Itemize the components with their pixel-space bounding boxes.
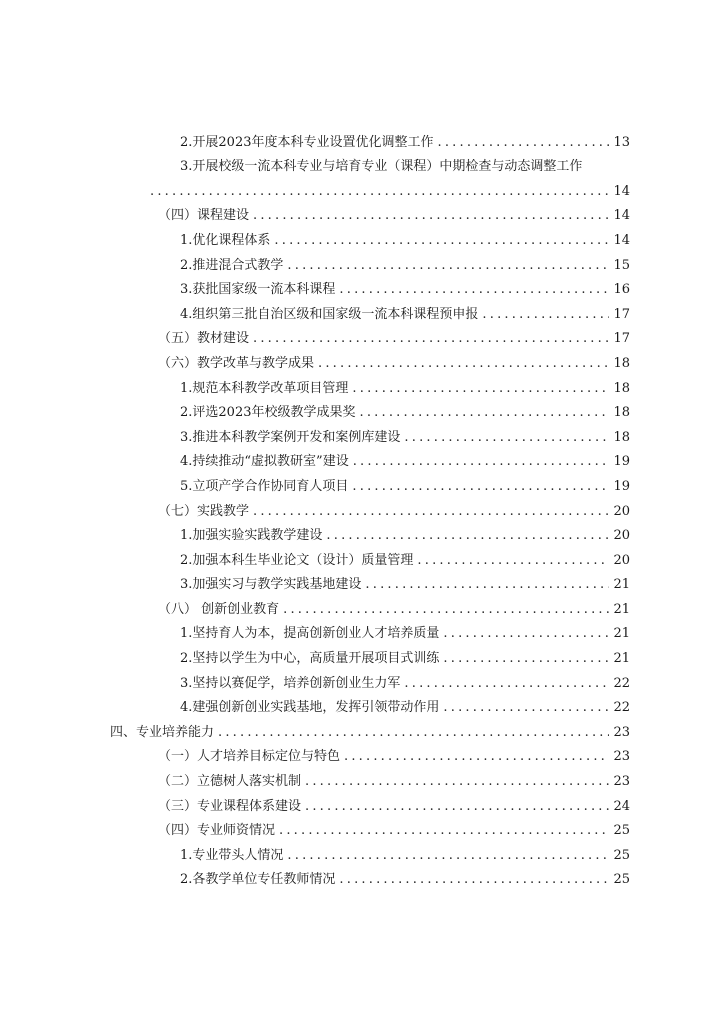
toc-entry-title: 4.建强创新创业实践基地，发挥引领带动作用 [180,700,440,716]
toc-entry-page-number: 16 [613,282,630,298]
toc-entry[interactable] [0,767,724,792]
toc-entry-page-number: 23 [613,774,630,790]
toc-entry[interactable] [0,226,724,251]
dot-leader [404,429,609,446]
dot-leader [253,207,609,224]
toc-entry-title: 5.立项产学合作协同育人项目 [180,478,349,494]
toc-entry[interactable] [0,325,724,350]
toc-entry-title: 2.推进混合式教学 [180,257,284,273]
toc-entry-title: 4.持续推动“虚拟教研室”建设 [180,454,349,470]
toc-entry-page-number: 13 [613,134,630,150]
toc-entry[interactable] [0,472,724,497]
toc-entry-page-number: 25 [613,872,630,888]
toc-entry[interactable] [0,571,724,596]
dot-leader [353,453,610,470]
toc-entry-title: （八） 创新创业教育 [158,601,280,617]
dot-leader [318,355,609,372]
toc-entry-title: （六）教学改革与教学成果 [158,355,315,371]
toc-entry-page-number: 14 [613,232,630,248]
toc-entry-page-number: 22 [613,675,630,691]
toc-entry[interactable] [0,128,724,153]
toc-entry[interactable] [0,644,724,669]
toc-entry-page-number: 14 [613,208,630,224]
toc-entry-page-number: 18 [613,405,630,421]
toc-entry-page-number: 21 [613,626,630,642]
toc-entry-title: 3.开展校级一流本科专业与培育专业（课程）中期检查与动态调整工作 [180,159,583,175]
toc-entry[interactable] [0,669,724,694]
toc-entry-page-number: 19 [613,454,630,470]
toc-entry-title: 2.评选2023年校级教学成果奖 [180,405,356,421]
toc-entry[interactable] [0,423,724,448]
dot-leader [438,134,610,151]
toc-entry[interactable] [0,718,724,743]
toc-entry-page-number: 20 [613,528,630,544]
toc-entry-title: 3.获批国家级一流本科课程 [180,282,336,298]
toc-entry-title: 1.坚持育人为本，提高创新创业人才培养质量 [180,626,440,642]
toc-entry[interactable] [0,448,724,473]
toc-entry-title: 1.加强实验实践教学建设 [180,528,323,544]
dot-leader [339,281,609,298]
dot-leader [326,527,609,544]
toc-entry-page-number: 18 [613,429,630,445]
dot-leader [360,404,610,421]
toc-entry-page-number: 15 [613,257,630,273]
toc-entry-page-number: 25 [613,823,630,839]
toc-entry-title: 四、专业培养能力 [110,724,215,740]
toc-entry-title: （三）专业课程体系建设 [158,798,302,814]
toc-entry-page-number: 18 [613,380,630,396]
dot-leader [443,625,609,642]
toc-entry-continuation[interactable] [0,177,724,202]
toc-entry-page-number: 19 [613,478,630,494]
toc-entry-page-number: 23 [613,749,630,765]
toc-entry-title: （七）实践教学 [158,503,250,519]
toc-entry[interactable] [0,251,724,276]
toc-entry-title: （四）专业师资情况 [158,823,276,839]
dot-leader [283,601,609,618]
toc-entry[interactable] [0,743,724,768]
toc-entry[interactable] [0,153,724,178]
toc-entry[interactable] [0,202,724,227]
toc-entry-title: 4.组织第三批自治区级和国家级一流本科课程预申报 [180,306,479,322]
toc-entry[interactable] [0,276,724,301]
dot-leader [279,822,609,839]
toc-entry-page-number: 21 [613,601,630,617]
dot-leader [339,871,609,888]
toc-entry[interactable] [0,817,724,842]
toc-entry-page-number: 25 [613,847,630,863]
toc-entry-title: （一）人才培养目标定位与特色 [158,749,341,765]
dot-leader [305,773,609,790]
toc-entry-page-number: 17 [613,331,630,347]
dot-leader [365,576,609,593]
toc-entry[interactable] [0,841,724,866]
toc-entry-page-number: 24 [613,798,630,814]
dot-leader [287,257,609,274]
toc-entry[interactable] [0,349,724,374]
dot-leader [218,724,609,741]
toc-entry-title: 3.坚持以赛促学，培养创新创业生力军 [180,675,401,691]
toc-entry[interactable] [0,374,724,399]
toc-entry[interactable] [0,866,724,891]
dot-leader [287,847,609,864]
toc-entry[interactable] [0,694,724,719]
toc-entry-title: 1.规范本科教学改革项目管理 [180,380,349,396]
toc-entry-title: 1.优化课程体系 [180,232,271,248]
toc-entry-title: 2.加强本科生毕业论文（设计）质量管理 [180,552,414,568]
toc-entry-page-number: 23 [613,724,630,740]
toc-entry-page-number: 20 [613,503,630,519]
toc-entry-page-number: 21 [613,577,630,593]
toc-entry[interactable] [0,792,724,817]
toc-entry[interactable] [0,497,724,522]
toc-entry-title: （四）课程建设 [158,208,250,224]
dot-leader [417,552,609,569]
toc-entry[interactable] [0,595,724,620]
toc-entry-title: 3.加强实习与教学实践基地建设 [180,577,362,593]
toc-entry-page-number: 22 [613,700,630,716]
toc-entry-title: （五）教材建设 [158,331,250,347]
dot-leader [274,232,609,249]
toc-entry-page-number: 14 [613,183,630,199]
toc-entry-title: 1.专业带头人情况 [180,847,284,863]
toc-entry-title: （二）立德树人落实机制 [158,774,302,790]
toc-entry[interactable] [0,300,724,325]
toc-entry-page-number: 21 [613,651,630,667]
toc-entry[interactable] [0,399,724,424]
dot-leader [482,306,609,323]
dot-leader [352,380,609,397]
toc-entry-page-number: 20 [613,552,630,568]
toc-entry[interactable] [0,522,724,547]
toc-entry-page-number: 17 [613,306,630,322]
dot-leader [305,798,609,815]
dot-leader [404,675,609,692]
dot-leader [253,503,609,520]
toc-entry-title: 3.推进本科教学案例开发和案例库建设 [180,429,401,445]
toc-entry-title: 2.开展2023年度本科专业设置优化调整工作 [180,134,434,150]
toc-entry[interactable] [0,620,724,645]
dot-leader [150,183,609,200]
toc-entry[interactable] [0,546,724,571]
toc-entry-title: 2.坚持以学生为中心，高质量开展项目式训练 [180,651,440,667]
dot-leader [443,650,609,667]
dot-leader [352,478,609,495]
dot-leader [443,699,609,716]
toc-entry-title: 2.各教学单位专任教师情况 [180,872,336,888]
toc-entry-page-number: 18 [613,355,630,371]
table-of-contents [0,128,724,890]
dot-leader [344,748,609,765]
dot-leader [253,330,609,347]
